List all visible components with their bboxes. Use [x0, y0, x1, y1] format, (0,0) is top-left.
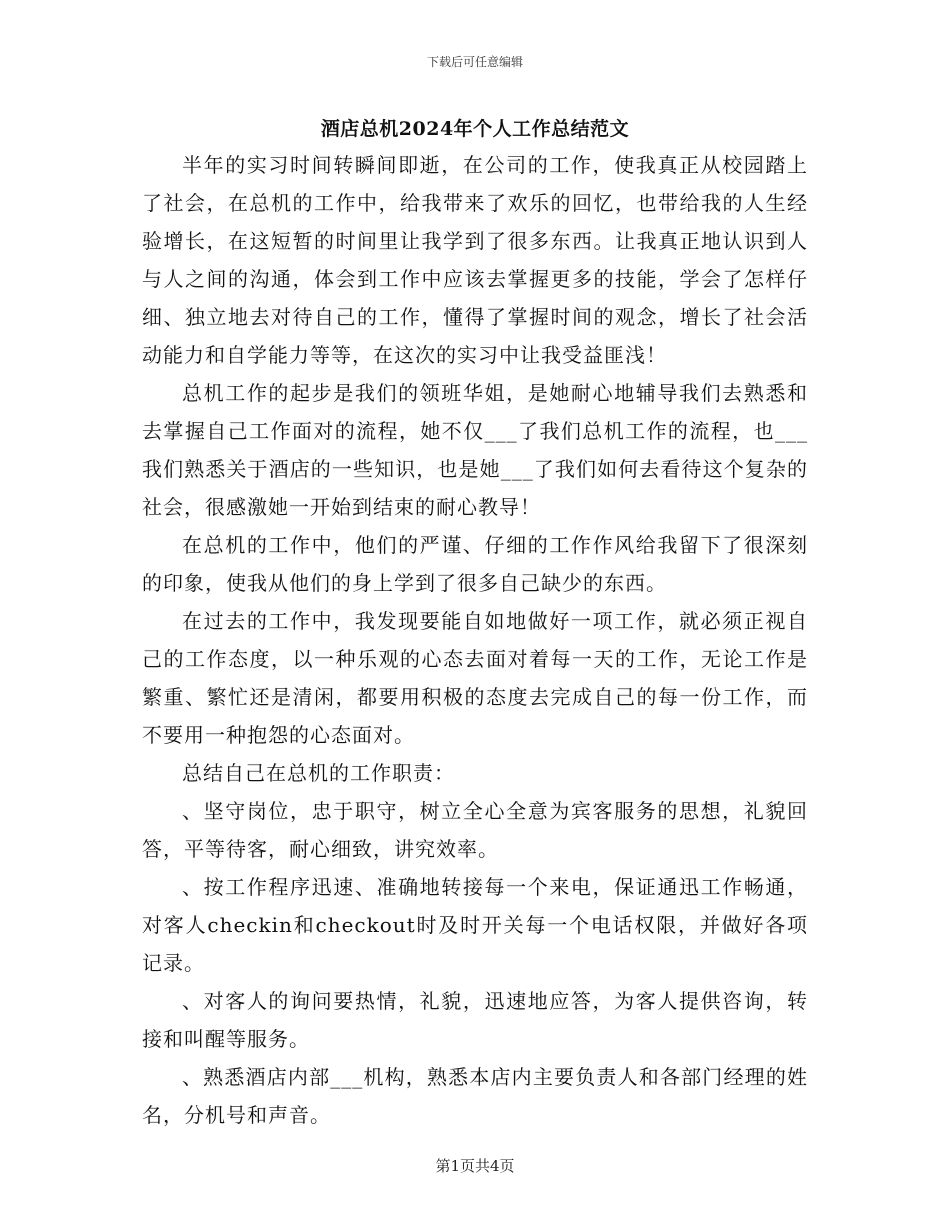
- paragraph: 、熟悉酒店内部___机构，熟悉本店内主要负责人和各部门经理的姓名，分机号和声音。: [142, 1065, 808, 1127]
- page-header-note: 下载后可任意编辑: [426, 55, 523, 69]
- paragraph: 总结自己在总机的工作职责：: [182, 761, 455, 785]
- paragraph: 半年的实习时间转瞬间即逝，在公司的工作，使我真正从校园踏上了社会，在总机的工作中，给我带来了欢乐的回忆，也带给我的人生经验增长，在这短暂的时间里让我学到了很多东西。让我真正地认识到人与人之间的沟通，体会到工作中应该去掌握更多的技能，学会了怎样仔细、独立地去对待自己的工作，懂得了掌握时间的观念，增长了社会活动能力和自学能力等等，在这次的实习中让我受益匪浅！: [142, 153, 808, 367]
- document-title: 酒店总机2024年个人工作总结范文: [320, 118, 630, 140]
- paragraph: 总机工作的起步是我们的领班华姐，是她耐心地辅导我们去熟悉和去掌握自己工作面对的流程，她不仅___了我们总机工作的流程，也___我们熟悉关于酒店的一些知识，也是她___了我们如何去看待这个复杂的社会，很感激她一开始到结束的耐心教导！: [142, 381, 808, 519]
- paragraph: 、按工作程序迅速、准确地转接每一个来电，保证通迅工作畅通，对客人checkin和checkout时及时开关每一个电话权限，并做好各项记录。: [142, 875, 808, 975]
- page-number: 第1页共4页: [435, 1157, 515, 1175]
- paragraph: 在总机的工作中，他们的严谨、仔细的工作作风给我留下了很深刻的印象，使我从他们的身上学到了很多自己缺少的东西。: [142, 533, 808, 595]
- paragraph: 、对客人的询问要热情，礼貌，迅速地应答，为客人提供咨询，转接和叫醒等服务。: [142, 989, 808, 1051]
- paragraph: 在过去的工作中，我发现要能自如地做好一项工作，就必须正视自己的工作态度，以一种乐观的心态去面对着每一天的工作，无论工作是繁重、繁忙还是清闲，都要用积极的态度去完成自己的每一份工作，而不要用一种抱怨的心态面对。: [142, 609, 808, 747]
- paragraph: 、坚守岗位，忠于职守，树立全心全意为宾客服务的思想，礼貌回答，平等待客，耐心细致，讲究效率。: [142, 799, 808, 861]
- document-body: [142, 146, 808, 1134]
